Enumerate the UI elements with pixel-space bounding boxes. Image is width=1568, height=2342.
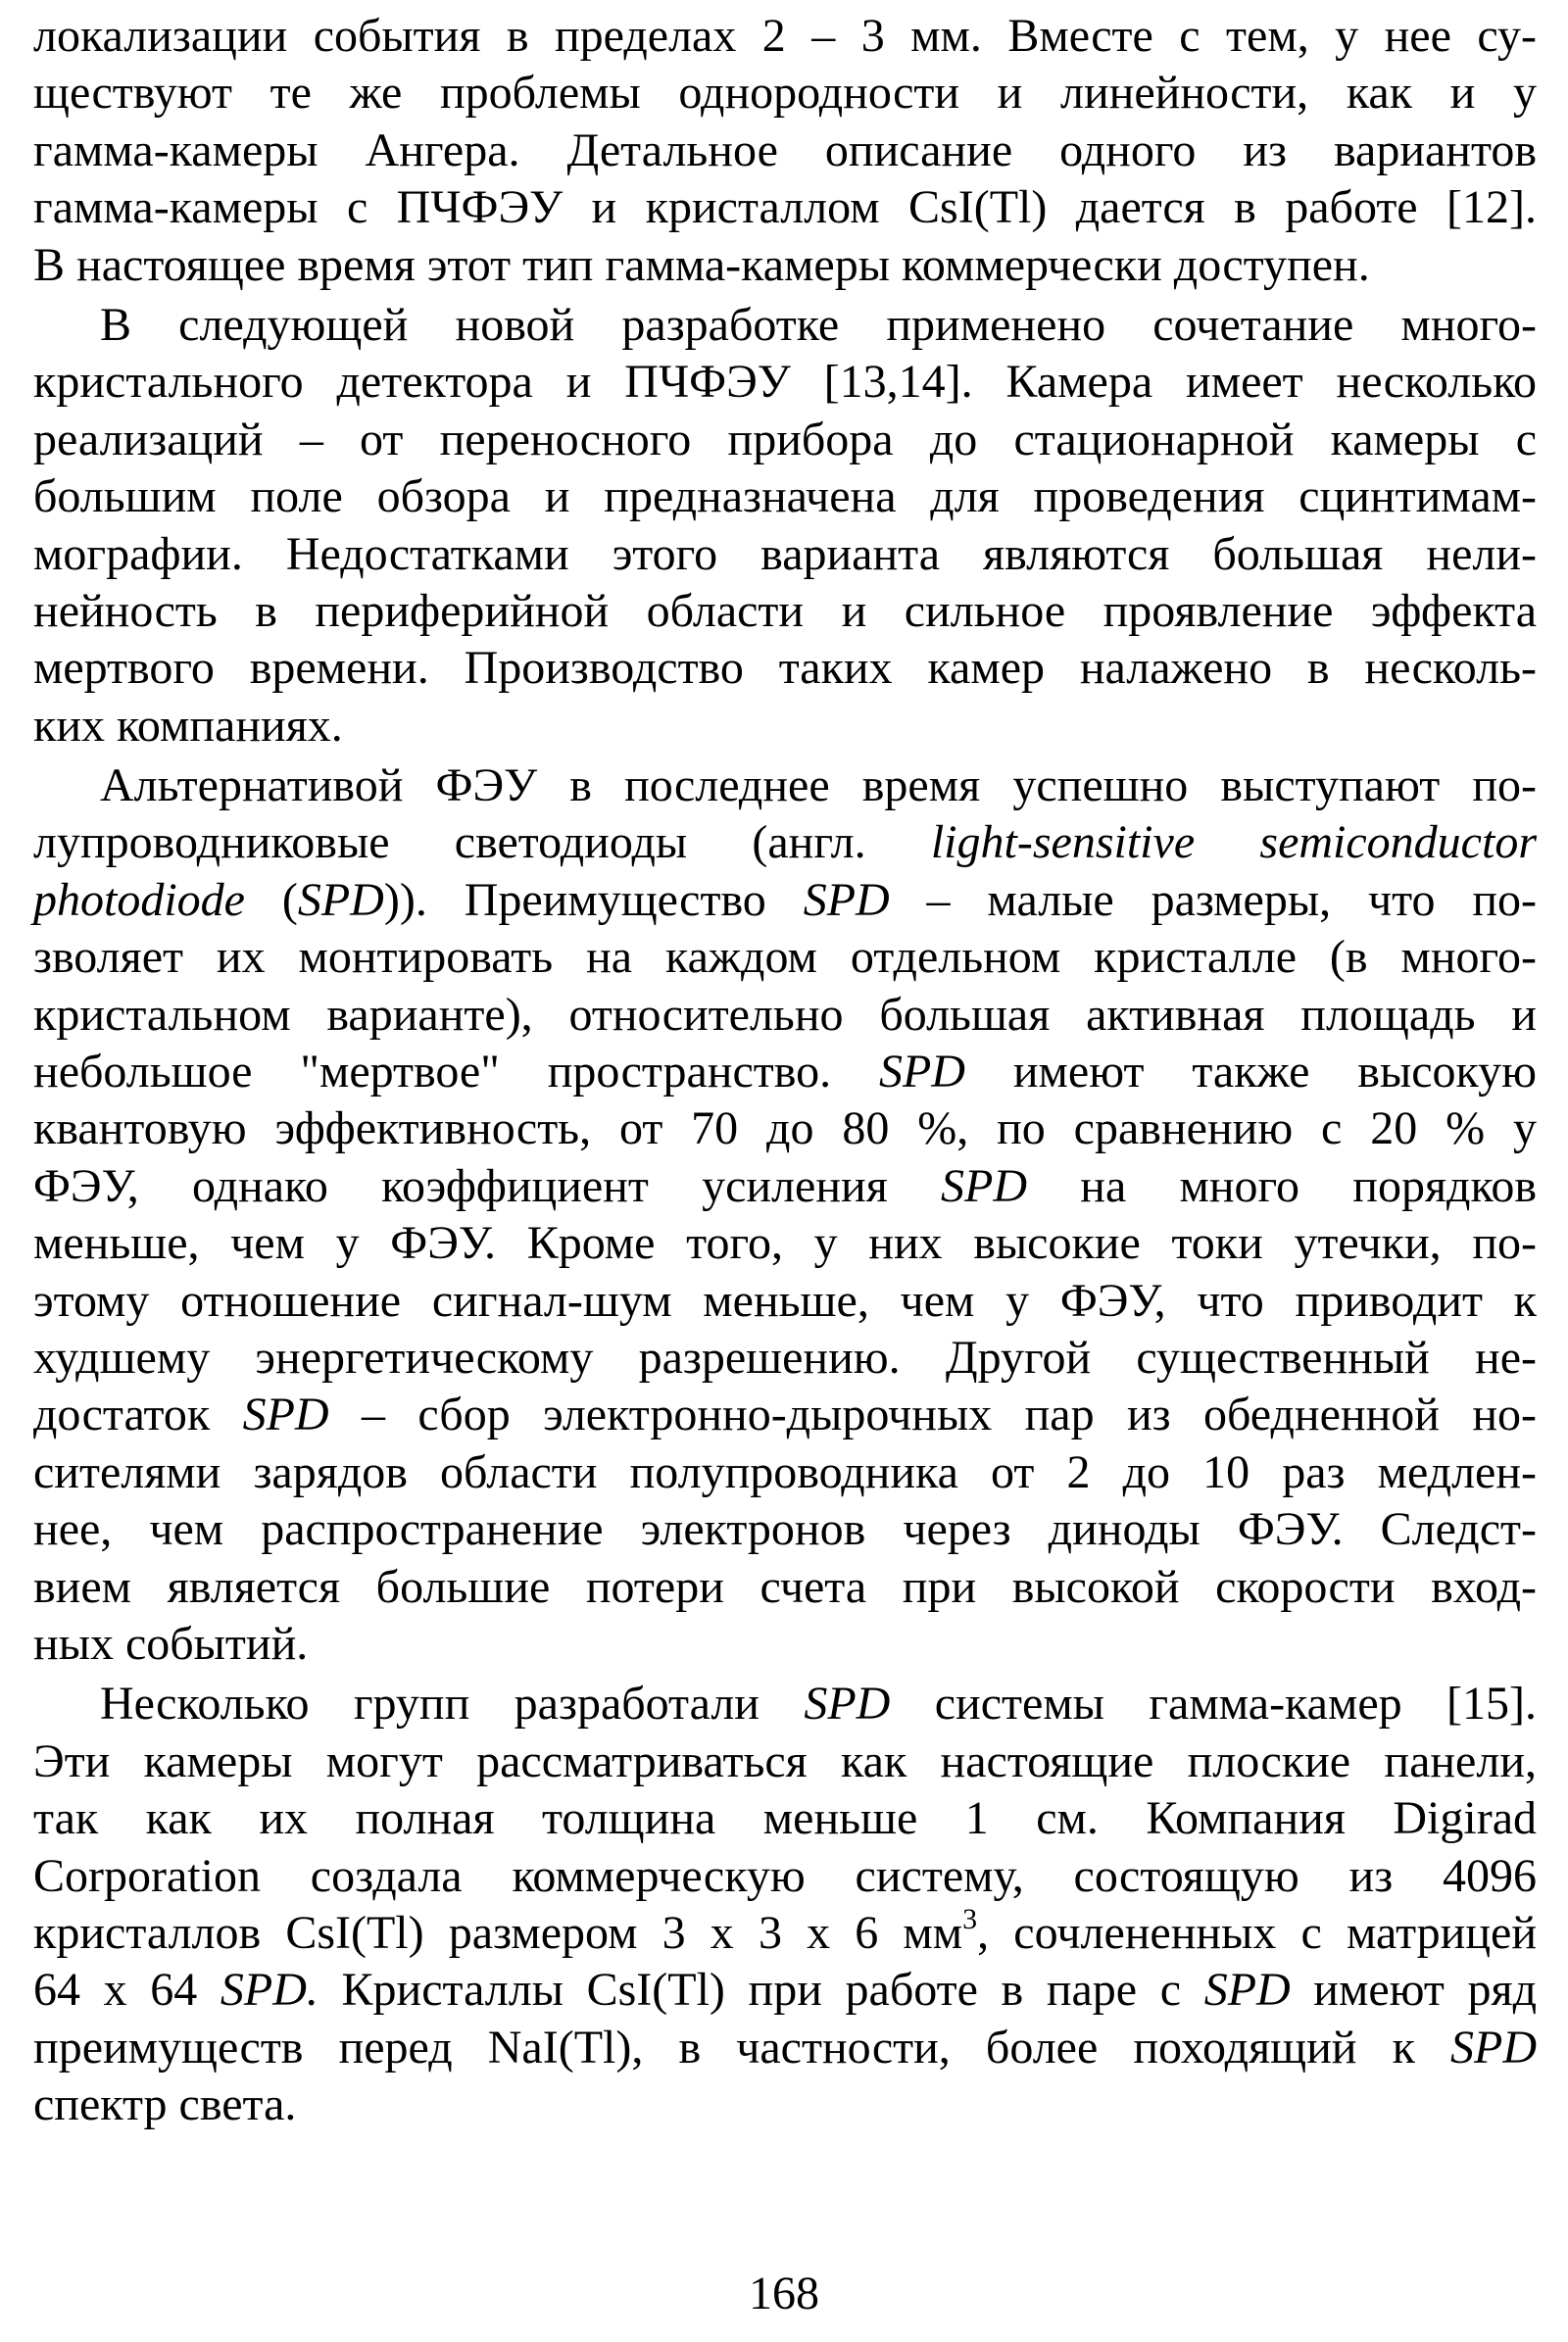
text-line: худшему энергетическому разрешению. Другой существенный не- [33,1331,1537,1384]
text-line: небольшое "мертвое" пространство. SPD имеют также высокую [33,1046,1537,1098]
text-line: Альтернативой ФЭУ в последнее время успешно выступают по- [100,759,1537,812]
text-line: 64 x 64 SPD. Кристаллы CsI(Tl) при работе в паре с SPD имеют ряд [33,1964,1537,2017]
text-line: photodiode (SPD)). Преимущество SPD – малые размеры, что по- [33,873,1538,926]
text-line: спектр света. [33,2078,297,2131]
text-line: Эти камеры могут рассматриваться как настоящие плоские панели, [33,1734,1537,1787]
text-line: ких компаниях. [33,699,343,752]
text-line: Несколько групп разработали SPD системы гамма-камер [15]. [100,1678,1537,1731]
text-line: мертвого времени. Производство таких камер налажено в несколь- [33,642,1537,695]
text-line: В настоящее время этот тип гамма-камеры коммерчески доступен. [33,238,1370,291]
paragraph-2 [33,297,1537,755]
text-line: так как их полная толщина меньше 1 см. Компания Digirad [33,1792,1537,1845]
text-line: ных событий. [33,1617,309,1670]
text-line: достаток SPD – сбор электронно-дырочных пар из обедненной но- [33,1389,1537,1441]
paragraph-4 [33,1676,1537,2133]
document-page [33,8,1537,2133]
text-line: реализаций – от переносного прибора до стационарной камеры с [33,413,1537,465]
text-line: Corporation создала коммерческую систему, состоящую из 4096 [33,1849,1537,1902]
text-line: гамма-камеры с ПЧФЭУ и кристаллом CsI(Tl) дается в работе [12]. [33,181,1537,234]
paragraph-1 [33,8,1537,294]
text-line: локализации события в пределах 2 – 3 мм. Вместе с тем, у нее су- [33,10,1537,62]
text-line: кристального детектора и ПЧФЭУ [13,14]. Камера имеет несколько [33,356,1537,409]
paragraph-3 [33,757,1537,1673]
text-line: зволяет их монтировать на каждом отдельном кристалле (в много- [33,931,1537,984]
text-line: ФЭУ, однако коэффициент усиления SPD на много порядков [33,1159,1538,1212]
text-line: вием является большие потери счета при высокой скорости вход- [33,1560,1537,1613]
text-line: преимуществ перед NaI(Tl), в частности, более походящий к SPD [33,2021,1537,2074]
text-line: квантовую эффективность, от 70 до 80 %, по сравнению с 20 % у [33,1102,1537,1155]
text-line: В следующей новой разработке применено сочетание много- [100,298,1537,351]
text-line: кристальном варианте), относительно большая активная площадь и [33,988,1537,1041]
text-line: нее, чем распространение электронов через диноды ФЭУ. Следст- [33,1503,1537,1556]
superscript: 3 [962,1902,978,1935]
text-line: сителями зарядов области полупроводника от 2 до 10 раз медлен- [33,1445,1537,1498]
text-line: меньше, чем у ФЭУ. Кроме того, у них высокие токи утечки, по- [33,1217,1537,1270]
text-line: большим поле обзора и предназначена для проведения сцинтимам- [33,470,1537,523]
text-line: лупроводниковые светодиоды (англ. light-sensitive semiconductor [33,816,1537,869]
text-line: гамма-камеры Ангера. Детальное описание одного из вариантов [33,123,1537,176]
page-number: 168 [749,2268,819,2319]
text-line: мографии. Недостатками этого варианта являются большая нели- [33,527,1537,580]
text-line: нейность в периферийной области и сильное проявление эффекта [33,584,1537,637]
text-line: ществуют те же проблемы однородности и линейности, как и у [33,67,1537,120]
text-line: кристаллов CsI(Tl) размером 3 x 3 x 6 $мм^3$, сочлененных с матрицей [33,1902,1538,1959]
text-line: этому отношение сигнал-шум меньше, чем у ФЭУ, что приводит к [33,1274,1537,1327]
